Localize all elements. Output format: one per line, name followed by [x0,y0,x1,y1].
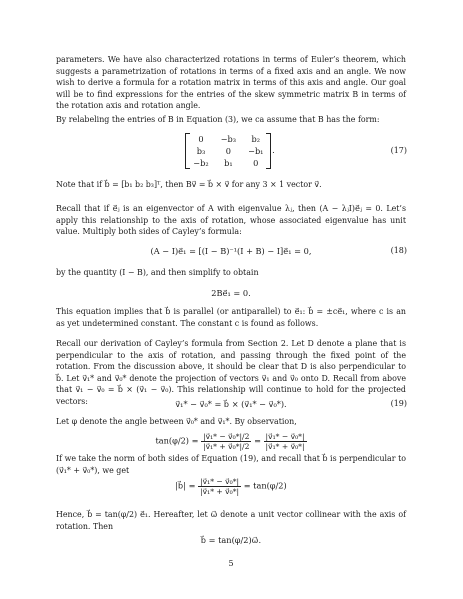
equation-19: v⃗₁* − v⃗₀* = b⃗ × (v⃗₁* − v⃗₀*). [175,399,287,409]
matrix-cell: b₂ [251,134,261,144]
paragraph-relabel: By relabeling the entries of B in Equation (3), we ca assume that B has the form: [56,115,380,124]
equation-final-b: b⃗ = tan(φ/2)ω⃗. [200,535,262,545]
fraction-denominator: |v⃗₁* + v⃗₀*| [200,487,240,496]
paragraph-cayley-derivation: Recall our derivation of Cayley’s formula from Section 2. Let D denote a plane that is perpendicular to the axis of rotation, and passing through the fixed point of the rotation. From the discussion above, it should be clear that D is also perpendicular to b⃗. Let v⃗₁* and v⃗₀* denote the projection of vectors v⃗₁ and v⃗₀ onto D. Recall from above that v⃗₁ − v⃗₀ = b⃗ × (v⃗₁ − v⃗₀). This relationship will continue to hold for the projected vectors: [56,339,406,406]
page-number: 5 [228,559,234,568]
norm-rhs: = tan(φ/2) [243,480,287,491]
fraction-denominator: |v⃗₁* + v⃗₀*| [265,442,305,451]
paragraph-intro: parameters. We have also characterized rotations in terms of Euler’s theorem, which suggests a parametrization of rotations in terms of a fixed axis and an angle. We now wish to derive a formula for a rotation matrix in terms of this axis and angle. Our goal will be to find expressions for the entries of the skew symmetric matrix B in terms of the rotation axis and rotation angle. [56,55,406,110]
paragraph-note-cross-product: Note that if b⃗ = [b₁ b₂ b₃]ᵀ, then Bv⃗ = b⃗ × v⃗ for any 3 × 1 vector v⃗. [56,180,322,189]
paragraph-eigenvector: Recall that if e⃗ⱼ is an eigenvector of A with eigenvalue λⱼ, then (A − λⱼI)e⃗ⱼ = 0. Let’s apply this relationship to the axis of rotation, whose associated eigenvalue has unit value. Multiply both sides of Cayley’s formula: [56,204,406,236]
fraction-numerator: |v⃗₁* − v⃗₀*| [200,477,240,486]
equation-norm-b [56,477,406,496]
matrix-table [187,133,269,169]
paragraph-parallel: This equation implies that b⃗ is parallel (or antiparallel) to e⃗₁: b⃗ = ±ce⃗₁, where c is an as yet undetermined constant. The constant c is found as follows. [56,307,406,328]
matrix-cell: b₃ [196,146,206,156]
matrix-b [187,133,269,169]
equation-18: (A − I)e⃗₁ = [(I − B)⁻¹(I + B) − I]e⃗₁ = 0, [150,246,312,256]
right-bracket [266,133,271,169]
fraction-numerator: |v⃗₁* − v⃗₀*| [265,432,305,441]
left-bracket [185,133,190,169]
matrix-cell: 0 [198,134,204,144]
equation-number-17: (17) [390,146,407,155]
equation-tan-half-angle: tan(φ/2) = $\frac{\text{|v⃗₁* − v⃗₀*|/2}}{\text{|v⃗₁* + v⃗₀*|/2}}$ = $\frac{\text{|v⃗₁* − v⃗₀*|}}{\text{|v⃗₁* + v⃗₀*|}}$ [155,432,305,451]
matrix-row [187,145,269,157]
tan-lhs: tan(φ/2) = [155,435,199,446]
matrix-row [187,157,269,169]
matrix-cell: −b₂ [193,158,209,168]
matrix-cell: −b₁ [248,146,264,156]
fraction [201,432,251,451]
matrix-cell: b₁ [224,158,233,168]
paragraph-simplify: by the quantity (I − B), and then simplify to obtain [56,268,259,277]
equation-number-18: (18) [390,246,407,255]
matrix-cell: 0 [253,158,259,168]
paragraph-hence: Hence, b⃗ = tan(φ/2) e⃗₁. Hereafter, let ω⃗ denote a unit vector collinear with the axis of rotation. Then [56,510,406,531]
paragraph-norm: If we take the norm of both sides of Equation (19), and recall that b⃗ is perpendicular to (v⃗₁* + v⃗₀*), we get [56,454,406,475]
equation-2be1: 2Be⃗₁ = 0. [211,288,251,298]
matrix-cell: −b₃ [220,134,237,144]
paragraph-angle-phi: Let φ denote the angle between v⃗₀* and v⃗₁*. By observation, [56,417,297,426]
fraction-denominator: |v⃗₁* + v⃗₀*|/2 [203,442,250,451]
equation-number-19: (19) [390,399,407,408]
fraction-numerator: |v⃗₁* − v⃗₀*|/2 [203,432,250,441]
norm-lhs: |b⃗| = [175,480,196,491]
matrix-row [187,133,269,145]
matrix-cell: 0 [225,146,231,156]
fraction [264,432,307,451]
fraction [198,477,241,496]
matrix-equation-17: 0 −b₃ b₂ b₃ 0 −b₁ −b₂ b₁ 0 . [56,133,406,169]
